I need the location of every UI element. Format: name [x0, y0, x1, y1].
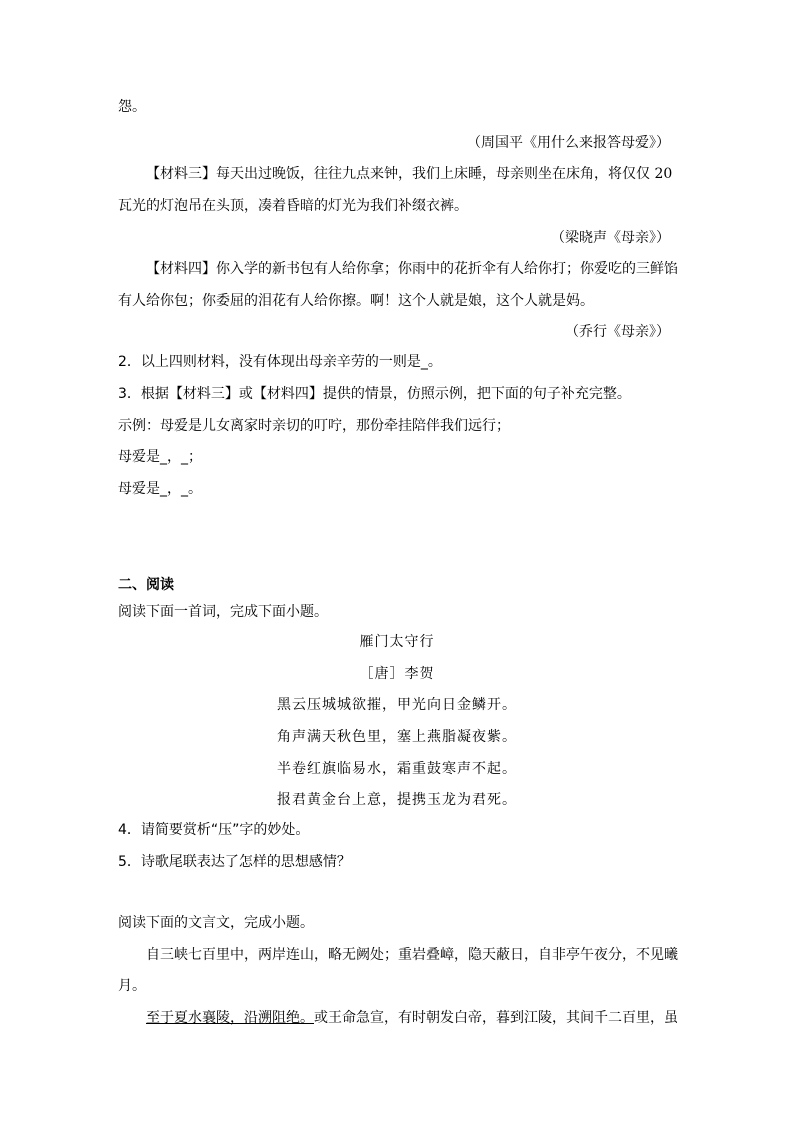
material-four-line1: 【材料四】你入学的新书包有人给你拿；你雨中的花折伞有人给你打；你爱吃的三鲜馅 — [146, 261, 678, 277]
material-four-source: （乔行《母亲》） — [565, 324, 670, 340]
underlined-sentence: 至于夏水襄陵，沿溯阻绝。 — [146, 1010, 314, 1026]
poem-line: 角声满天秋色里，塞上燕脂凝夜紫。 — [277, 729, 517, 745]
classical-instruction: 阅读下面的文言文，完成小题。 — [118, 915, 314, 931]
question-2: 2．以上四则材料，没有体现出母亲辛劳的一则是_。 — [118, 354, 442, 370]
question-5: 5．诗歌尾联表达了怎样的思想感情？ — [118, 854, 351, 870]
material-two-source: （周国平《用什么来报答母爱》） — [467, 135, 670, 151]
section-heading: 二、阅读 — [118, 577, 174, 593]
material-three-line2: 瓦光的灯泡吊在头顶，凑着昏暗的灯光为我们补缀衣裤。 — [118, 198, 468, 214]
classical-para2-rest: 或王命急宣，有时朝发白帝，暮到江陵，其间千二百里，虽 — [314, 1010, 678, 1026]
classical-para1-line2: 月。 — [118, 978, 146, 994]
question-3-blank-1: 母爱是_，_； — [118, 449, 202, 465]
poem-instruction: 阅读下面一首词，完成下面小题。 — [118, 604, 328, 620]
question-3: 3．根据【材料三】或【材料四】提供的情景，仿照示例，把下面的句子补充完整。 — [118, 386, 631, 402]
poem-author: ［唐］李贺 — [359, 666, 435, 682]
poem-line: 黑云压城城欲摧，甲光向日金鳞开。 — [277, 697, 517, 713]
poem-title: 雁门太守行 — [359, 634, 435, 650]
material-three-line1: 【材料三】每天出过晚饭，往往九点来钟，我们上床睡，母亲则坐在床角，将仅仅 20 — [146, 166, 673, 182]
material-two-tail: 怨。 — [118, 99, 146, 115]
question-3-blank-2: 母爱是_，_。 — [118, 481, 202, 497]
question-4: 4．请简要赏析“压”字的妙处。 — [118, 822, 310, 838]
poem-line: 半卷红旗临易水，霜重鼓寒声不起。 — [277, 761, 517, 777]
classical-para1-line1: 自三峡七百里中，两岸连山，略无阙处；重岩叠嶂，隐天蔽日，自非亭午夜分，不见曦 — [146, 947, 678, 963]
classical-para2 — [146, 1008, 678, 1028]
poem-line: 报君黄金台上意，提携玉龙为君死。 — [277, 792, 517, 808]
question-3-example: 示例：母爱是儿女离家时亲切的叮咛，那份牵挂陪伴我们远行； — [118, 418, 510, 434]
material-four-line2: 有人给你包；你委屈的泪花有人给你擦。啊！这个人就是娘，这个人就是妈。 — [118, 293, 594, 309]
material-three-source: （梁晓声《母亲》） — [551, 230, 670, 246]
